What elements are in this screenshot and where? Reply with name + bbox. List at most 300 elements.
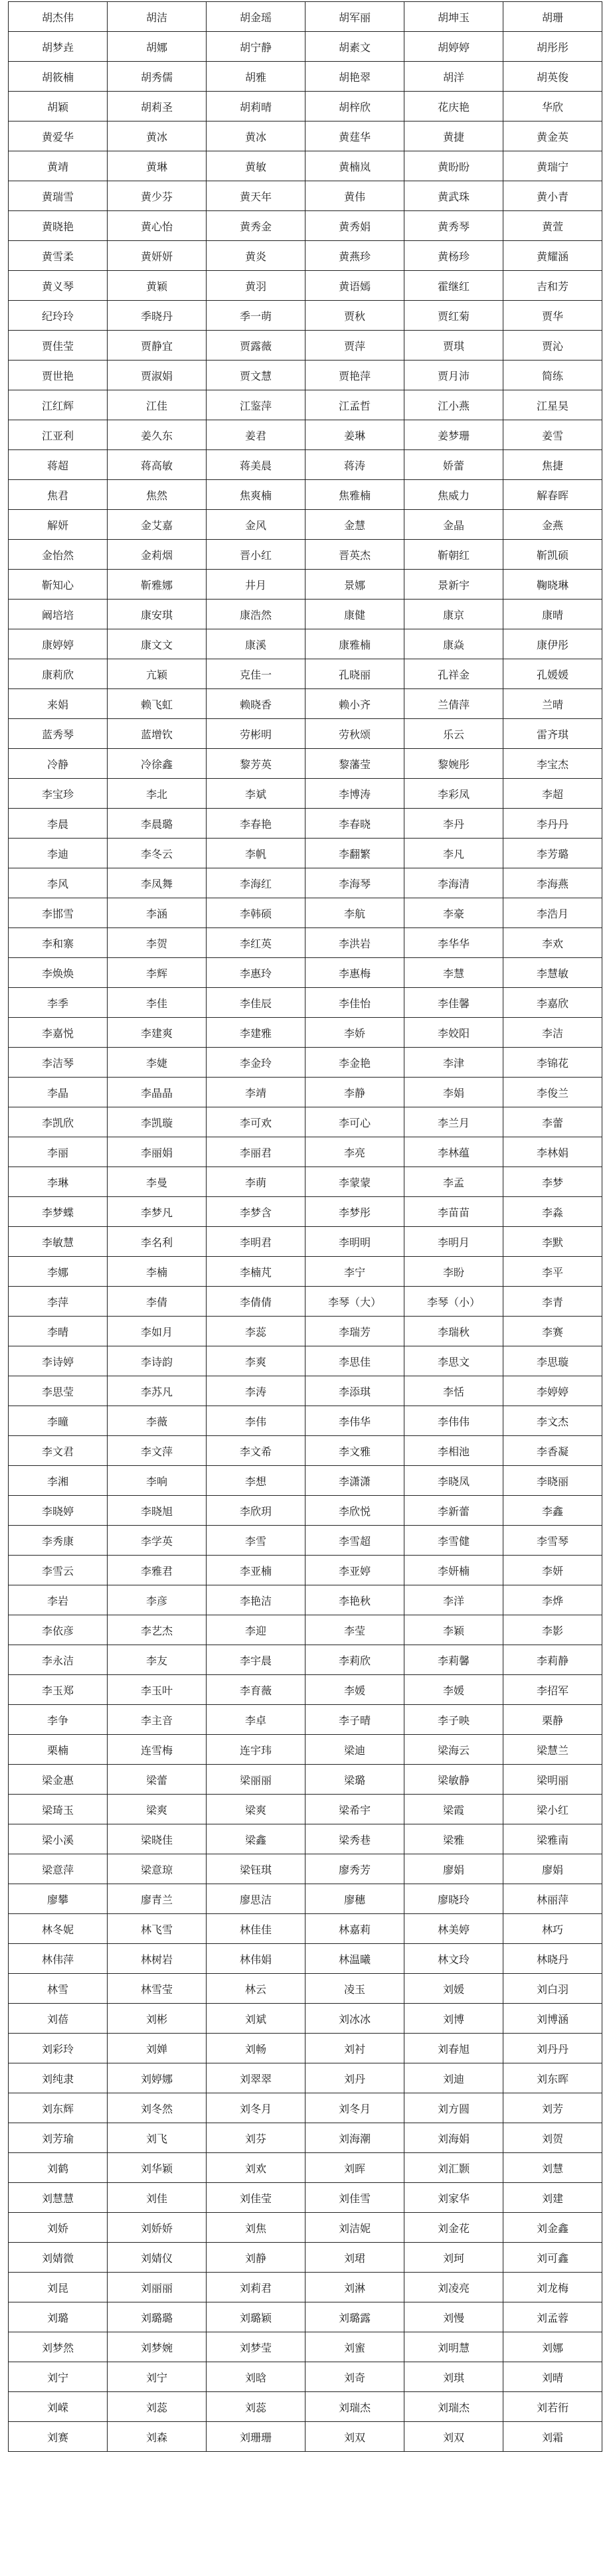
name-cell: 李佳辰 [207, 988, 305, 1018]
table-row [9, 2243, 602, 2273]
table-row [9, 1944, 602, 1974]
name-cell: 吉和芳 [503, 271, 602, 301]
name-cell: 李湘 [9, 1466, 108, 1496]
name-cell: 劳秋颂 [305, 719, 404, 749]
name-table-body [9, 2, 602, 2452]
table-row [9, 420, 602, 450]
name-cell: 焦然 [108, 480, 207, 510]
table-row [9, 659, 602, 689]
name-cell: 李思文 [404, 1346, 503, 1376]
name-cell: 胡珊 [503, 2, 602, 32]
name-cell: 李玉郑 [9, 1675, 108, 1705]
name-cell: 黄语嫣 [305, 271, 404, 301]
table-row [9, 1048, 602, 1078]
table-row [9, 181, 602, 211]
name-cell: 刘珂 [404, 2243, 503, 2273]
name-cell: 李晶 [9, 1078, 108, 1107]
name-cell: 晋英杰 [305, 540, 404, 570]
name-cell: 黄莛华 [305, 121, 404, 151]
name-cell: 李凡 [404, 839, 503, 868]
name-cell: 廖秀芳 [305, 1854, 404, 1884]
name-cell: 梁希宇 [305, 1795, 404, 1824]
name-cell: 李凯欣 [9, 1107, 108, 1137]
name-cell: 蓝增钦 [108, 719, 207, 749]
table-row [9, 1406, 602, 1436]
table-row [9, 1137, 602, 1167]
name-cell: 李颖 [404, 1615, 503, 1645]
name-cell: 李俊兰 [503, 1078, 602, 1107]
name-cell: 李可欢 [207, 1107, 305, 1137]
name-cell: 李瑞芳 [305, 1317, 404, 1346]
name-cell: 刘娜 [503, 2332, 602, 2362]
table-row [9, 361, 602, 390]
name-cell: 李争 [9, 1705, 108, 1735]
name-cell: 刘佳雪 [305, 2183, 404, 2213]
name-cell: 刘金花 [404, 2213, 503, 2243]
table-row [9, 1675, 602, 1705]
name-cell: 李风 [9, 868, 108, 898]
name-cell: 靳朝红 [404, 540, 503, 570]
name-cell: 李宇晨 [207, 1645, 305, 1675]
table-row [9, 1317, 602, 1346]
name-cell: 赖飞虹 [108, 689, 207, 719]
name-cell: 黄靖 [9, 151, 108, 181]
name-cell: 胡梓欣 [305, 92, 404, 121]
name-cell: 黄金英 [503, 121, 602, 151]
name-cell: 李艺杰 [108, 1615, 207, 1645]
name-cell: 李建爽 [108, 1018, 207, 1048]
name-cell: 黄天年 [207, 181, 305, 211]
name-cell: 胡宁静 [207, 32, 305, 62]
name-cell: 刘焦 [207, 2213, 305, 2243]
name-cell: 李航 [305, 898, 404, 928]
name-cell: 林飞雪 [108, 1914, 207, 1944]
name-cell: 林云 [207, 1974, 305, 2004]
name-cell: 胡金瑶 [207, 2, 305, 32]
name-cell: 刘若衎 [503, 2392, 602, 2422]
name-cell: 李友 [108, 1645, 207, 1675]
name-cell: 李洁琴 [9, 1048, 108, 1078]
name-cell: 刘龙梅 [503, 2273, 602, 2302]
name-cell: 刘孟蓉 [503, 2302, 602, 2332]
name-cell: 李明月 [404, 1227, 503, 1257]
table-row [9, 600, 602, 629]
name-cell: 景新宇 [404, 570, 503, 600]
name-cell: 李招军 [503, 1675, 602, 1705]
name-cell: 焦雅楠 [305, 480, 404, 510]
name-cell: 贾淑娟 [108, 361, 207, 390]
name-cell: 凌玉 [305, 1974, 404, 2004]
name-cell: 蒋超 [9, 450, 108, 480]
name-cell: 李芳璐 [503, 839, 602, 868]
name-cell: 李超 [503, 779, 602, 809]
name-cell: 刘双 [404, 2422, 503, 2452]
name-cell: 季一萌 [207, 301, 305, 331]
name-cell: 刘慧慧 [9, 2183, 108, 2213]
name-cell: 李慧 [404, 958, 503, 988]
name-cell: 梁慧兰 [503, 1735, 602, 1765]
name-cell: 李凤舞 [108, 868, 207, 898]
name-cell: 黄瑞雪 [9, 181, 108, 211]
name-cell: 黄秀金 [207, 211, 305, 241]
name-cell: 李欣玥 [207, 1496, 305, 1526]
name-cell: 梁钰琪 [207, 1854, 305, 1884]
name-cell: 李梦蝶 [9, 1197, 108, 1227]
name-cell: 李惠玲 [207, 958, 305, 988]
name-cell: 刘洁妮 [305, 2213, 404, 2243]
name-cell: 李莹 [305, 1615, 404, 1645]
name-cell: 刘迪 [404, 2063, 503, 2093]
name-cell: 林佳佳 [207, 1914, 305, 1944]
table-row [9, 271, 602, 301]
name-cell: 梁雅南 [503, 1824, 602, 1854]
table-row [9, 2004, 602, 2034]
table-row [9, 1197, 602, 1227]
name-cell: 刘璐 [9, 2302, 108, 2332]
name-cell: 李欢 [503, 928, 602, 958]
table-row [9, 2392, 602, 2422]
table-row [9, 1974, 602, 2004]
name-cell: 黄妍妍 [108, 241, 207, 271]
table-row [9, 1735, 602, 1765]
name-cell: 李影 [503, 1615, 602, 1645]
name-cell: 康焱 [404, 629, 503, 659]
name-cell: 孔祥金 [404, 659, 503, 689]
name-cell: 梁鑫 [207, 1824, 305, 1854]
name-cell: 刘海娟 [404, 2123, 503, 2153]
name-cell: 蒋涛 [305, 450, 404, 480]
table-row [9, 92, 602, 121]
table-row [9, 121, 602, 151]
name-cell: 黄琳 [108, 151, 207, 181]
table-row [9, 2273, 602, 2302]
name-cell: 孔媛媛 [503, 659, 602, 689]
table-row [9, 2302, 602, 2332]
name-cell: 李倩倩 [207, 1287, 305, 1317]
name-cell: 李焕焕 [9, 958, 108, 988]
name-cell: 李盼 [404, 1257, 503, 1287]
name-cell: 胡军丽 [305, 2, 404, 32]
name-cell: 刘宁 [108, 2362, 207, 2392]
name-cell: 黄武珠 [404, 181, 503, 211]
name-cell: 李琴（大） [305, 1287, 404, 1317]
name-cell: 黄楠岚 [305, 151, 404, 181]
name-cell: 刘森 [108, 2422, 207, 2452]
name-cell: 金晶 [404, 510, 503, 540]
name-cell: 李烨 [503, 1585, 602, 1615]
name-cell: 李梦含 [207, 1197, 305, 1227]
name-cell: 刘纯隶 [9, 2063, 108, 2093]
name-cell: 劳彬明 [207, 719, 305, 749]
name-cell: 李明君 [207, 1227, 305, 1257]
name-cell: 刘东辉 [9, 2093, 108, 2123]
name-cell: 刘飞 [108, 2123, 207, 2153]
name-cell: 林伟娟 [207, 1944, 305, 1974]
name-cell: 刘昆 [9, 2273, 108, 2302]
name-cell: 林树岩 [108, 1944, 207, 1974]
name-cell: 李丽娟 [108, 1137, 207, 1167]
name-cell: 黄爱华 [9, 121, 108, 151]
name-cell: 刘可鑫 [503, 2243, 602, 2273]
name-cell: 李平 [503, 1257, 602, 1287]
name-cell: 康伊彤 [503, 629, 602, 659]
name-cell: 江鉴萍 [207, 390, 305, 420]
name-cell: 刘晴 [503, 2362, 602, 2392]
name-cell: 李宝杰 [503, 749, 602, 779]
table-row [9, 898, 602, 928]
name-cell: 康文文 [108, 629, 207, 659]
name-cell: 蒋美晨 [207, 450, 305, 480]
name-cell: 刘东晖 [503, 2063, 602, 2093]
name-cell: 刘媛 [404, 1974, 503, 2004]
name-cell: 康京 [404, 600, 503, 629]
name-cell: 娇蕾 [404, 450, 503, 480]
name-cell: 刘芬 [207, 2123, 305, 2153]
name-cell: 靳凯硕 [503, 540, 602, 570]
name-cell: 李贺 [108, 928, 207, 958]
name-cell: 李洋 [404, 1585, 503, 1615]
name-cell: 廖晓玲 [404, 1884, 503, 1914]
name-cell: 李媛 [305, 1675, 404, 1705]
table-row [9, 1884, 602, 1914]
name-cell: 李洪岩 [305, 928, 404, 958]
name-cell: 贾红菊 [404, 301, 503, 331]
name-cell: 李依彦 [9, 1615, 108, 1645]
name-cell: 林美婷 [404, 1914, 503, 1944]
table-row [9, 331, 602, 361]
name-cell: 康健 [305, 600, 404, 629]
table-row [9, 988, 602, 1018]
name-cell: 刘梦婉 [108, 2332, 207, 2362]
name-cell: 黄秀娟 [305, 211, 404, 241]
name-cell: 康莉欣 [9, 659, 108, 689]
name-cell: 梁意萍 [9, 1854, 108, 1884]
table-row [9, 1526, 602, 1556]
name-cell: 李莉馨 [404, 1645, 503, 1675]
name-cell: 栗楠 [9, 1735, 108, 1765]
name-cell: 刘蕊 [108, 2392, 207, 2422]
name-cell: 李爽 [207, 1346, 305, 1376]
name-cell: 李文杰 [503, 1406, 602, 1436]
name-cell: 李金玲 [207, 1048, 305, 1078]
name-cell: 景娜 [305, 570, 404, 600]
name-cell: 康雅楠 [305, 629, 404, 659]
name-cell: 李浩月 [503, 898, 602, 928]
name-cell: 梁小红 [503, 1795, 602, 1824]
name-cell: 焦捷 [503, 450, 602, 480]
name-cell: 胡筱楠 [9, 62, 108, 92]
name-cell: 李慧敏 [503, 958, 602, 988]
table-row [9, 2332, 602, 2362]
name-cell: 贾静宜 [108, 331, 207, 361]
name-cell: 黄心怡 [108, 211, 207, 241]
name-cell: 黎藩莹 [305, 749, 404, 779]
name-cell: 李曈 [9, 1406, 108, 1436]
table-row [9, 2093, 602, 2123]
name-cell: 刘娇 [9, 2213, 108, 2243]
name-cell: 刘霜 [503, 2422, 602, 2452]
name-cell: 焦君 [9, 480, 108, 510]
name-cell: 梁明丽 [503, 1765, 602, 1795]
name-cell: 李琴（小） [404, 1287, 503, 1317]
name-cell: 黄冰 [108, 121, 207, 151]
name-cell: 李鑫 [503, 1496, 602, 1526]
name-cell: 刘彩玲 [9, 2034, 108, 2063]
name-cell: 李丹丹 [503, 809, 602, 839]
name-cell: 李建雅 [207, 1018, 305, 1048]
name-cell: 解妍 [9, 510, 108, 540]
name-cell: 胡洁 [108, 2, 207, 32]
name-cell: 黄雪柔 [9, 241, 108, 271]
name-cell: 李华华 [404, 928, 503, 958]
name-cell: 李海红 [207, 868, 305, 898]
table-row [9, 151, 602, 181]
name-cell: 金莉烟 [108, 540, 207, 570]
name-cell: 靳知心 [9, 570, 108, 600]
name-cell: 刘鹤 [9, 2153, 108, 2183]
name-cell: 简练 [503, 361, 602, 390]
name-cell: 黄少芬 [108, 181, 207, 211]
name-cell: 李雅君 [108, 1556, 207, 1585]
name-cell: 李丽君 [207, 1137, 305, 1167]
table-row [9, 2, 602, 32]
name-cell: 李相池 [404, 1436, 503, 1466]
table-row [9, 749, 602, 779]
name-cell: 李思佳 [305, 1346, 404, 1376]
table-row [9, 1287, 602, 1317]
name-cell: 李子晴 [305, 1705, 404, 1735]
name-cell: 刘蕊 [207, 2392, 305, 2422]
name-cell: 来娟 [9, 689, 108, 719]
name-cell: 胡婷婷 [404, 32, 503, 62]
name-cell: 刘冬然 [108, 2093, 207, 2123]
name-cell: 林温曦 [305, 1944, 404, 1974]
name-cell: 黄伟 [305, 181, 404, 211]
name-cell: 李娜 [9, 1257, 108, 1287]
table-row [9, 32, 602, 62]
table-row [9, 2034, 602, 2063]
name-cell: 胡梦垚 [9, 32, 108, 62]
name-cell: 李娇 [305, 1018, 404, 1048]
name-cell: 刘翠翠 [207, 2063, 305, 2093]
name-cell: 林嘉莉 [305, 1914, 404, 1944]
name-cell: 蓝秀琴 [9, 719, 108, 749]
name-cell: 黄颖 [108, 271, 207, 301]
name-cell: 李佳 [108, 988, 207, 1018]
name-cell: 李海清 [404, 868, 503, 898]
name-cell: 李晓丽 [503, 1466, 602, 1496]
name-cell: 刘璐璐 [108, 2302, 207, 2332]
name-cell: 梁秀巷 [305, 1824, 404, 1854]
name-cell: 李响 [108, 1466, 207, 1496]
name-cell: 李赛 [503, 1317, 602, 1346]
name-cell: 黄羽 [207, 271, 305, 301]
name-cell: 刘瑞杰 [305, 2392, 404, 2422]
name-cell: 刘梦然 [9, 2332, 108, 2362]
name-cell: 林晓丹 [503, 1944, 602, 1974]
name-cell: 李艳洁 [207, 1585, 305, 1615]
name-cell: 李秀康 [9, 1526, 108, 1556]
name-cell: 江亚利 [9, 420, 108, 450]
name-cell: 刘明慧 [404, 2332, 503, 2362]
name-cell: 梁爽 [207, 1795, 305, 1824]
name-cell: 刘婷娜 [108, 2063, 207, 2093]
table-row [9, 2422, 602, 2452]
name-cell: 李彦 [108, 1585, 207, 1615]
name-cell: 刘婧仪 [108, 2243, 207, 2273]
table-row [9, 2183, 602, 2213]
name-cell: 金燕 [503, 510, 602, 540]
name-cell: 李如月 [108, 1317, 207, 1346]
name-cell: 李岩 [9, 1585, 108, 1615]
name-cell: 贾琪 [404, 331, 503, 361]
name-cell: 胡莉圣 [108, 92, 207, 121]
name-cell: 刘珺 [305, 2243, 404, 2273]
table-row [9, 450, 602, 480]
table-row [9, 1914, 602, 1944]
name-cell: 晋小红 [207, 540, 305, 570]
name-cell: 李青 [503, 1287, 602, 1317]
name-cell: 刘慢 [404, 2302, 503, 2332]
name-cell: 李佳馨 [404, 988, 503, 1018]
name-cell: 李妍 [503, 1556, 602, 1585]
table-row [9, 301, 602, 331]
name-cell: 梁丽丽 [207, 1765, 305, 1795]
name-cell: 李文萍 [108, 1436, 207, 1466]
table-row [9, 570, 602, 600]
table-row [9, 1466, 602, 1496]
name-cell: 梁海云 [404, 1735, 503, 1765]
name-cell: 李锦花 [503, 1048, 602, 1078]
name-cell: 李学英 [108, 1526, 207, 1556]
name-cell: 连宇玮 [207, 1735, 305, 1765]
table-row [9, 480, 602, 510]
name-cell: 胡英俊 [503, 62, 602, 92]
name-cell: 刘衬 [305, 2034, 404, 2063]
name-cell: 李静 [305, 1078, 404, 1107]
name-cell: 李玉叶 [108, 1675, 207, 1705]
table-row [9, 2362, 602, 2392]
name-cell: 李丽 [9, 1137, 108, 1167]
name-cell: 李诗婷 [9, 1346, 108, 1376]
name-cell: 李帆 [207, 839, 305, 868]
name-cell: 李伟 [207, 1406, 305, 1436]
name-cell: 季晓丹 [108, 301, 207, 331]
name-cell: 胡坤玉 [404, 2, 503, 32]
name-cell: 廖攀 [9, 1884, 108, 1914]
name-cell: 李雪健 [404, 1526, 503, 1556]
name-cell: 李林娟 [503, 1137, 602, 1167]
name-cell: 金风 [207, 510, 305, 540]
name-cell: 李永洁 [9, 1645, 108, 1675]
name-cell: 姜君 [207, 420, 305, 450]
name-cell: 黄炎 [207, 241, 305, 271]
name-cell: 刘嵘 [9, 2392, 108, 2422]
name-cell: 李楠 [108, 1257, 207, 1287]
name-cell: 冷徐鑫 [108, 749, 207, 779]
name-cell: 李斌 [207, 779, 305, 809]
name-cell: 梁晓佳 [108, 1824, 207, 1854]
name-cell: 胡颖 [9, 92, 108, 121]
name-cell: 康溪 [207, 629, 305, 659]
name-cell: 李宝珍 [9, 779, 108, 809]
name-cell: 刘赛 [9, 2422, 108, 2452]
name-cell: 刘奇 [305, 2362, 404, 2392]
name-cell: 刘贺 [503, 2123, 602, 2153]
name-cell: 胡洋 [404, 62, 503, 92]
table-row [9, 839, 602, 868]
name-cell: 李明明 [305, 1227, 404, 1257]
